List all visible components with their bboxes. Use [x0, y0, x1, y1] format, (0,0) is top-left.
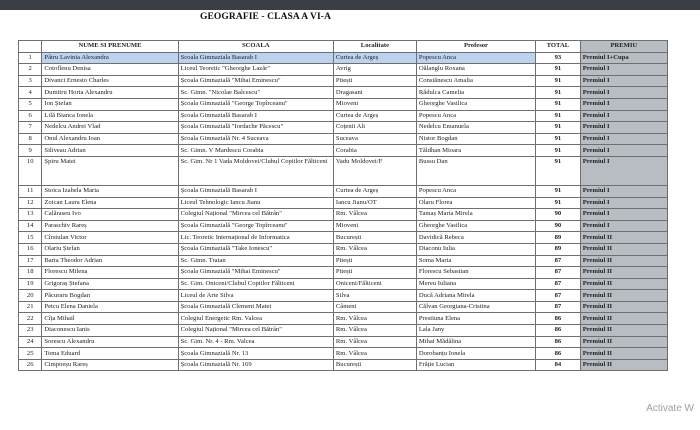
- table-row: [19, 64, 668, 76]
- teacher-name-cell: Gheorghe Vasilica: [416, 220, 535, 232]
- total-score-cell: 91: [536, 110, 581, 122]
- locality-cell: Curtea de Argeș: [333, 110, 416, 122]
- student-name-cell: Dumitru Horia Alexandru: [42, 87, 178, 99]
- document-title: GEOGRAFIE - CLASA A VI-A: [200, 12, 332, 22]
- locality-cell: Oniceni/Fălticeni: [333, 278, 416, 290]
- school-name-cell: Școala Gimnazială "Mihai Eminescu": [178, 75, 333, 87]
- table-row: [19, 232, 668, 244]
- prize-cell: Premiul II: [580, 278, 667, 290]
- table-row: [19, 209, 668, 221]
- prize-cell: Premiul I+Cupa: [580, 52, 667, 64]
- student-name-cell: Ion Ștefan: [42, 98, 178, 110]
- school-name-cell: Sc. Gimn. V Mardescu Corabia: [178, 145, 333, 157]
- prize-cell: Premiul I: [580, 133, 667, 145]
- student-name-cell: Sorescu Alexandru: [42, 336, 178, 348]
- teacher-name-cell: Popescu Anca: [416, 52, 535, 64]
- teacher-name-cell: Constănescu Amalia: [416, 75, 535, 87]
- prize-cell: Premiul II: [580, 325, 667, 337]
- table-row: [19, 359, 668, 371]
- school-name-cell: Liceul Tehnologic Iancu Jianu: [178, 197, 333, 209]
- teacher-name-cell: Olaru Florea: [416, 197, 535, 209]
- student-name-cell: Cîrstulan Victor: [42, 232, 178, 244]
- school-name-cell: Scoala Gimnaziala Basarab I: [178, 52, 333, 64]
- prize-cell: Premiul I: [580, 220, 667, 232]
- total-score-cell: 89: [536, 232, 581, 244]
- table-row: [19, 255, 668, 267]
- total-score-cell: 91: [536, 122, 581, 134]
- teacher-name-cell: Frăție Lucian: [416, 359, 535, 371]
- prize-cell: Premiul II: [580, 267, 667, 279]
- prize-cell: Premiul I: [580, 75, 667, 87]
- total-score-cell: 90: [536, 209, 581, 221]
- row-number-cell: 6: [19, 110, 42, 122]
- header-prize: PREMIU: [580, 41, 667, 53]
- prize-cell: Premiul II: [580, 301, 667, 313]
- prize-cell: Premiul II: [580, 255, 667, 267]
- row-number-cell: 16: [19, 243, 42, 255]
- activate-windows-watermark: Activate W: [646, 403, 694, 414]
- row-number-cell: 15: [19, 232, 42, 244]
- locality-cell: Rm. Vâlcea: [333, 348, 416, 360]
- school-name-cell: Colegiul Energetic Rm. Valcea: [178, 313, 333, 325]
- student-name-cell: Calăraseu Ivo: [42, 209, 178, 221]
- table-row: [19, 185, 668, 197]
- header-city: Localitate: [333, 41, 416, 53]
- student-name-cell: Siliveau Adrian: [42, 145, 178, 157]
- school-name-cell: Școala Gimnazială Nr. 4 Suceava: [178, 133, 333, 145]
- table-header-row: [19, 41, 668, 53]
- student-name-cell: Barta Theodor Adrian: [42, 255, 178, 267]
- student-name-cell: Cîța Mihail: [42, 313, 178, 325]
- school-name-cell: Școala Gimnazială "Iordache Păcescu": [178, 122, 333, 134]
- school-name-cell: Școala Gimnazială "Mihai Eminescu": [178, 267, 333, 279]
- total-score-cell: 91: [536, 185, 581, 197]
- student-name-cell: Divanci Ernesto Charles: [42, 75, 178, 87]
- teacher-name-cell: Nistor Bogdan: [416, 133, 535, 145]
- table-row: [19, 267, 668, 279]
- total-score-cell: 86: [536, 348, 581, 360]
- prize-cell: Premiul II: [580, 348, 667, 360]
- locality-cell: Rm. Vâlcea: [333, 243, 416, 255]
- teacher-name-cell: Tamaș Maria Mirela: [416, 209, 535, 221]
- row-number-cell: 22: [19, 313, 42, 325]
- prize-cell: Premiul I: [580, 87, 667, 99]
- table-row: [19, 156, 668, 185]
- locality-cell: Rm. Vâlcea: [333, 313, 416, 325]
- table-row: [19, 336, 668, 348]
- school-name-cell: Lic. Teoretic Internațional de Informatica: [178, 232, 333, 244]
- teacher-name-cell: Tăldhan Mioara: [416, 145, 535, 157]
- locality-cell: Vadu Moldovei/F: [333, 156, 416, 185]
- total-score-cell: 90: [536, 220, 581, 232]
- school-name-cell: Colegiul Național "Mircea cel Bătrân": [178, 209, 333, 221]
- locality-cell: București: [333, 359, 416, 371]
- total-score-cell: 91: [536, 75, 581, 87]
- locality-cell: Pitești: [333, 75, 416, 87]
- table-row: [19, 278, 668, 290]
- teacher-name-cell: Popescu Anca: [416, 185, 535, 197]
- teacher-name-cell: Gheorghe Vasilica: [416, 98, 535, 110]
- total-score-cell: 86: [536, 325, 581, 337]
- total-score-cell: 91: [536, 64, 581, 76]
- table-row: [19, 197, 668, 209]
- school-name-cell: Colegiul Național "Mircea cel Bătrân": [178, 325, 333, 337]
- student-name-cell: Pâtru Lavinia Alexandra: [42, 52, 178, 64]
- row-number-cell: 8: [19, 133, 42, 145]
- total-score-cell: 89: [536, 243, 581, 255]
- prize-cell: Premiul II: [580, 290, 667, 302]
- row-number-cell: 13: [19, 209, 42, 221]
- student-name-cell: Stoica Izabela Maria: [42, 185, 178, 197]
- table-row: [19, 110, 668, 122]
- table-row: [19, 75, 668, 87]
- table-row: [19, 87, 668, 99]
- locality-cell: Pitești: [333, 255, 416, 267]
- locality-cell: Curtea de Argeș: [333, 52, 416, 64]
- total-score-cell: 91: [536, 197, 581, 209]
- school-name-cell: Școala Gimnazială Nr. 13: [178, 348, 333, 360]
- window-top-bar: [0, 0, 700, 10]
- row-number-cell: 5: [19, 98, 42, 110]
- row-number-cell: 26: [19, 359, 42, 371]
- school-name-cell: Școala Gimnazială "George Topîrceanu": [178, 220, 333, 232]
- prize-cell: Premiul II: [580, 313, 667, 325]
- teacher-name-cell: Soma Maria: [416, 255, 535, 267]
- locality-cell: Coțenii Ali: [333, 122, 416, 134]
- table-row: [19, 348, 668, 360]
- header-name: NUME SI PRENUME: [42, 41, 178, 53]
- table-row: [19, 220, 668, 232]
- row-number-cell: 4: [19, 87, 42, 99]
- header-nr: [19, 41, 42, 53]
- school-name-cell: Școala Gimnazială Nr. 169: [178, 359, 333, 371]
- student-name-cell: Păcuraru Bogdan: [42, 290, 178, 302]
- table-row: [19, 122, 668, 134]
- locality-cell: Curtea de Argeș: [333, 185, 416, 197]
- prize-cell: Premiul I: [580, 156, 667, 185]
- prize-cell: Premiul I: [580, 145, 667, 157]
- row-number-cell: 11: [19, 185, 42, 197]
- row-number-cell: 19: [19, 278, 42, 290]
- school-name-cell: Liceul Teoretic "Gheorghe Lazăr": [178, 64, 333, 76]
- locality-cell: Silva: [333, 290, 416, 302]
- prize-cell: Premiul II: [580, 359, 667, 371]
- locality-cell: Suceava: [333, 133, 416, 145]
- school-name-cell: Școala Gimnazială "Take Ionescu": [178, 243, 333, 255]
- student-name-cell: Petcu Elena Daniela: [42, 301, 178, 313]
- teacher-name-cell: Dorobanțu Ionela: [416, 348, 535, 360]
- prize-cell: Premiul II: [580, 243, 667, 255]
- prize-cell: Premiul I: [580, 98, 667, 110]
- student-name-cell: Cotoflenu Denisa: [42, 64, 178, 76]
- locality-cell: Mioveni: [333, 220, 416, 232]
- student-name-cell: Cimpoeșu Rareș: [42, 359, 178, 371]
- table-row: [19, 313, 668, 325]
- teacher-name-cell: Mereu Iuliana: [416, 278, 535, 290]
- row-number-cell: 3: [19, 75, 42, 87]
- table-row: [19, 52, 668, 64]
- locality-cell: Avrig: [333, 64, 416, 76]
- locality-cell: Iancu Jianu/OT: [333, 197, 416, 209]
- row-number-cell: 9: [19, 145, 42, 157]
- teacher-name-cell: Florescu Sebastian: [416, 267, 535, 279]
- total-score-cell: 84: [536, 359, 581, 371]
- school-name-cell: Sc. Gimn. Traian: [178, 255, 333, 267]
- table-row: [19, 301, 668, 313]
- row-number-cell: 20: [19, 290, 42, 302]
- prize-cell: Premiul I: [580, 197, 667, 209]
- row-number-cell: 14: [19, 220, 42, 232]
- teacher-name-cell: Nedelcu Emanuela: [416, 122, 535, 134]
- teacher-name-cell: Ducă Adriana Mirela: [416, 290, 535, 302]
- total-score-cell: 91: [536, 145, 581, 157]
- teacher-name-cell: Diaconu Iulia: [416, 243, 535, 255]
- results-table: [18, 40, 668, 371]
- table-row: [19, 145, 668, 157]
- prize-cell: Premiul II: [580, 336, 667, 348]
- row-number-cell: 1: [19, 52, 42, 64]
- school-name-cell: Sc. Gim. Oniceni/Clubul Copiilor Fălticeni: [178, 278, 333, 290]
- school-name-cell: Sc. Gim. Nr 1 Vada Moldovei/Clubul Copiilor Fălticeni: [178, 156, 333, 185]
- school-name-cell: Școala Gimnazială Basarab I: [178, 185, 333, 197]
- total-score-cell: 87: [536, 267, 581, 279]
- total-score-cell: 86: [536, 313, 581, 325]
- school-name-cell: Școala Gimnazială Basarab I: [178, 110, 333, 122]
- total-score-cell: 86: [536, 336, 581, 348]
- teacher-name-cell: Bussu Dan: [416, 156, 535, 185]
- locality-cell: Rm. Vâlcea: [333, 336, 416, 348]
- student-name-cell: Nedelcu Andrei Vlad: [42, 122, 178, 134]
- locality-cell: Pitești: [333, 267, 416, 279]
- teacher-name-cell: Mihai Mădălina: [416, 336, 535, 348]
- total-score-cell: 91: [536, 156, 581, 185]
- student-name-cell: Diaconescu Ianis: [42, 325, 178, 337]
- prize-cell: Premiul II: [580, 232, 667, 244]
- table-row: [19, 243, 668, 255]
- school-name-cell: Sc. Gimn. "Nicolae Balcescu": [178, 87, 333, 99]
- total-score-cell: 93: [536, 52, 581, 64]
- prize-cell: Premiul I: [580, 64, 667, 76]
- table-row: [19, 290, 668, 302]
- student-name-cell: Grigoraș Ștefana: [42, 278, 178, 290]
- row-number-cell: 10: [19, 156, 42, 185]
- school-name-cell: Sc. Gim. Nr. 4 - Rm. Valcea: [178, 336, 333, 348]
- locality-cell: București: [333, 232, 416, 244]
- row-number-cell: 24: [19, 336, 42, 348]
- locality-cell: Câmeni: [333, 301, 416, 313]
- table-row: [19, 98, 668, 110]
- total-score-cell: 91: [536, 133, 581, 145]
- teacher-name-cell: Călvan Georgiana-Cristina: [416, 301, 535, 313]
- student-name-cell: Lilă Bianca Ionela: [42, 110, 178, 122]
- row-number-cell: 7: [19, 122, 42, 134]
- row-number-cell: 17: [19, 255, 42, 267]
- total-score-cell: 87: [536, 301, 581, 313]
- locality-cell: Dragasani: [333, 87, 416, 99]
- school-name-cell: Școala Gimnazială Clement Matei: [178, 301, 333, 313]
- row-number-cell: 18: [19, 267, 42, 279]
- prize-cell: Premiul I: [580, 209, 667, 221]
- teacher-name-cell: Rădulca Camelia: [416, 87, 535, 99]
- header-total: TOTAL: [536, 41, 581, 53]
- locality-cell: Rm. Vâlcea: [333, 209, 416, 221]
- header-school: SCOALA: [178, 41, 333, 53]
- row-number-cell: 23: [19, 325, 42, 337]
- prize-cell: Premiul I: [580, 185, 667, 197]
- row-number-cell: 21: [19, 301, 42, 313]
- row-number-cell: 12: [19, 197, 42, 209]
- total-score-cell: 91: [536, 87, 581, 99]
- student-name-cell: Florescu Milena: [42, 267, 178, 279]
- document-page: [0, 10, 700, 430]
- row-number-cell: 2: [19, 64, 42, 76]
- school-name-cell: Liceul de Arte Silva: [178, 290, 333, 302]
- student-name-cell: Toma Eduard: [42, 348, 178, 360]
- total-score-cell: 87: [536, 278, 581, 290]
- locality-cell: Corabia: [333, 145, 416, 157]
- table-row: [19, 325, 668, 337]
- locality-cell: Mioveni: [333, 98, 416, 110]
- teacher-name-cell: Davidică Rebeca: [416, 232, 535, 244]
- locality-cell: Rm. Vâlcea: [333, 325, 416, 337]
- teacher-name-cell: Popescu Anca: [416, 110, 535, 122]
- student-name-cell: Șpiru Matei: [42, 156, 178, 185]
- total-score-cell: 91: [536, 98, 581, 110]
- teacher-name-cell: Lala Jany: [416, 325, 535, 337]
- prize-cell: Premiul I: [580, 110, 667, 122]
- teacher-name-cell: Oălanglu Roxana: [416, 64, 535, 76]
- row-number-cell: 25: [19, 348, 42, 360]
- header-teacher: Profesor: [416, 41, 535, 53]
- student-name-cell: Onul Alexandru Ioan: [42, 133, 178, 145]
- student-name-cell: Paraschiv Rareș: [42, 220, 178, 232]
- teacher-name-cell: Prestiuna Elena: [416, 313, 535, 325]
- total-score-cell: 87: [536, 290, 581, 302]
- student-name-cell: Olariu Ștefan: [42, 243, 178, 255]
- table-row: [19, 133, 668, 145]
- prize-cell: Premiul I: [580, 122, 667, 134]
- school-name-cell: Școala Gimnazială "George Topîrceanu": [178, 98, 333, 110]
- total-score-cell: 87: [536, 255, 581, 267]
- student-name-cell: Zoican Laura Elena: [42, 197, 178, 209]
